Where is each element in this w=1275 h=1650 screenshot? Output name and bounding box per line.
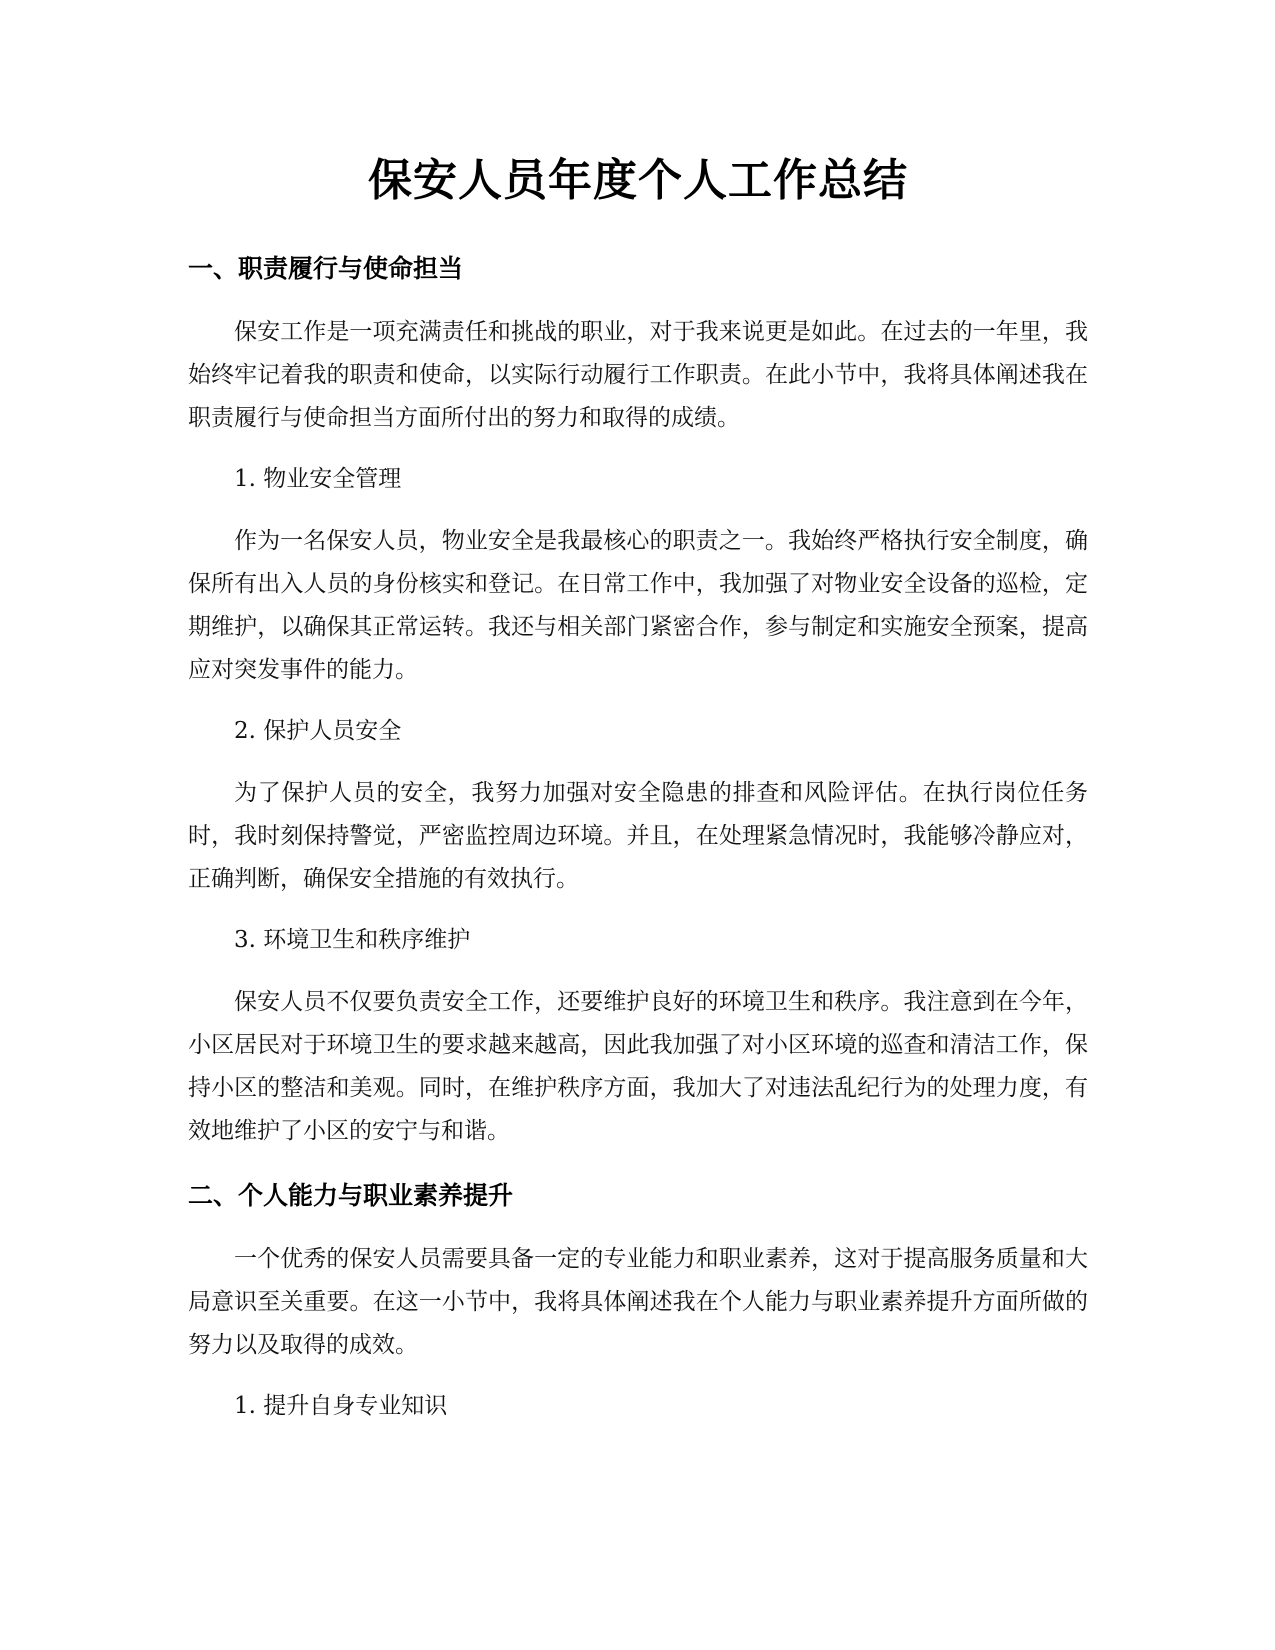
section-1-item-1-body: 作为一名保安人员，物业安全是我最核心的职责之一。我始终严格执行安全制度，确保所有出入人员的身份核实和登记。在日常工作中，我加强了对物业安全设备的巡检，定期维护，以确保其正常运转。我还与相关部门紧密合作，参与制定和实施安全预案，提高应对突发事件的能力。: [188, 528, 1088, 683]
section-2-intro: 一个优秀的保安人员需要具备一定的专业能力和职业素养，这对于提高服务质量和大局意识至关重要。在这一小节中，我将具体阐述我在个人能力与职业素养提升方面所做的努力以及取得的成效。: [188, 1246, 1088, 1358]
section-1-item-1-heading: 1. 物业安全管理: [234, 466, 402, 492]
document-content: [188, 150, 1088, 1423]
section-1-item-3-heading: 3. 环境卫生和秩序维护: [234, 927, 471, 953]
section-heading-1: 一、职责履行与使命担当: [188, 254, 464, 283]
document-title: 保安人员年度个人工作总结: [368, 155, 908, 206]
section-1-item-2-heading: 2. 保护人员安全: [234, 718, 402, 744]
section-1-item-2-body: 为了保护人员的安全，我努力加强对安全隐患的排查和风险评估。在执行岗位任务时，我时刻保持警觉，严密监控周边环境。并且，在处理紧急情况时，我能够冷静应对，正确判断，确保安全措施的有效执行。: [188, 780, 1088, 892]
section-heading-2: 二、个人能力与职业素养提升: [188, 1181, 514, 1210]
section-2-item-1-heading: 1. 提升自身专业知识: [234, 1393, 448, 1419]
section-1-intro: 保安工作是一项充满责任和挑战的职业，对于我来说更是如此。在过去的一年里，我始终牢记着我的职责和使命，以实际行动履行工作职责。在此小节中，我将具体阐述我在职责履行与使命担当方面所付出的努力和取得的成绩。: [188, 319, 1088, 431]
section-1-item-3-body: 保安人员不仅要负责安全工作，还要维护良好的环境卫生和秩序。我注意到在今年，小区居民对于环境卫生的要求越来越高，因此我加强了对小区环境的巡查和清洁工作，保持小区的整洁和美观。同时，在维护秩序方面，我加大了对违法乱纪行为的处理力度，有效地维护了小区的安宁与和谐。: [188, 989, 1088, 1144]
